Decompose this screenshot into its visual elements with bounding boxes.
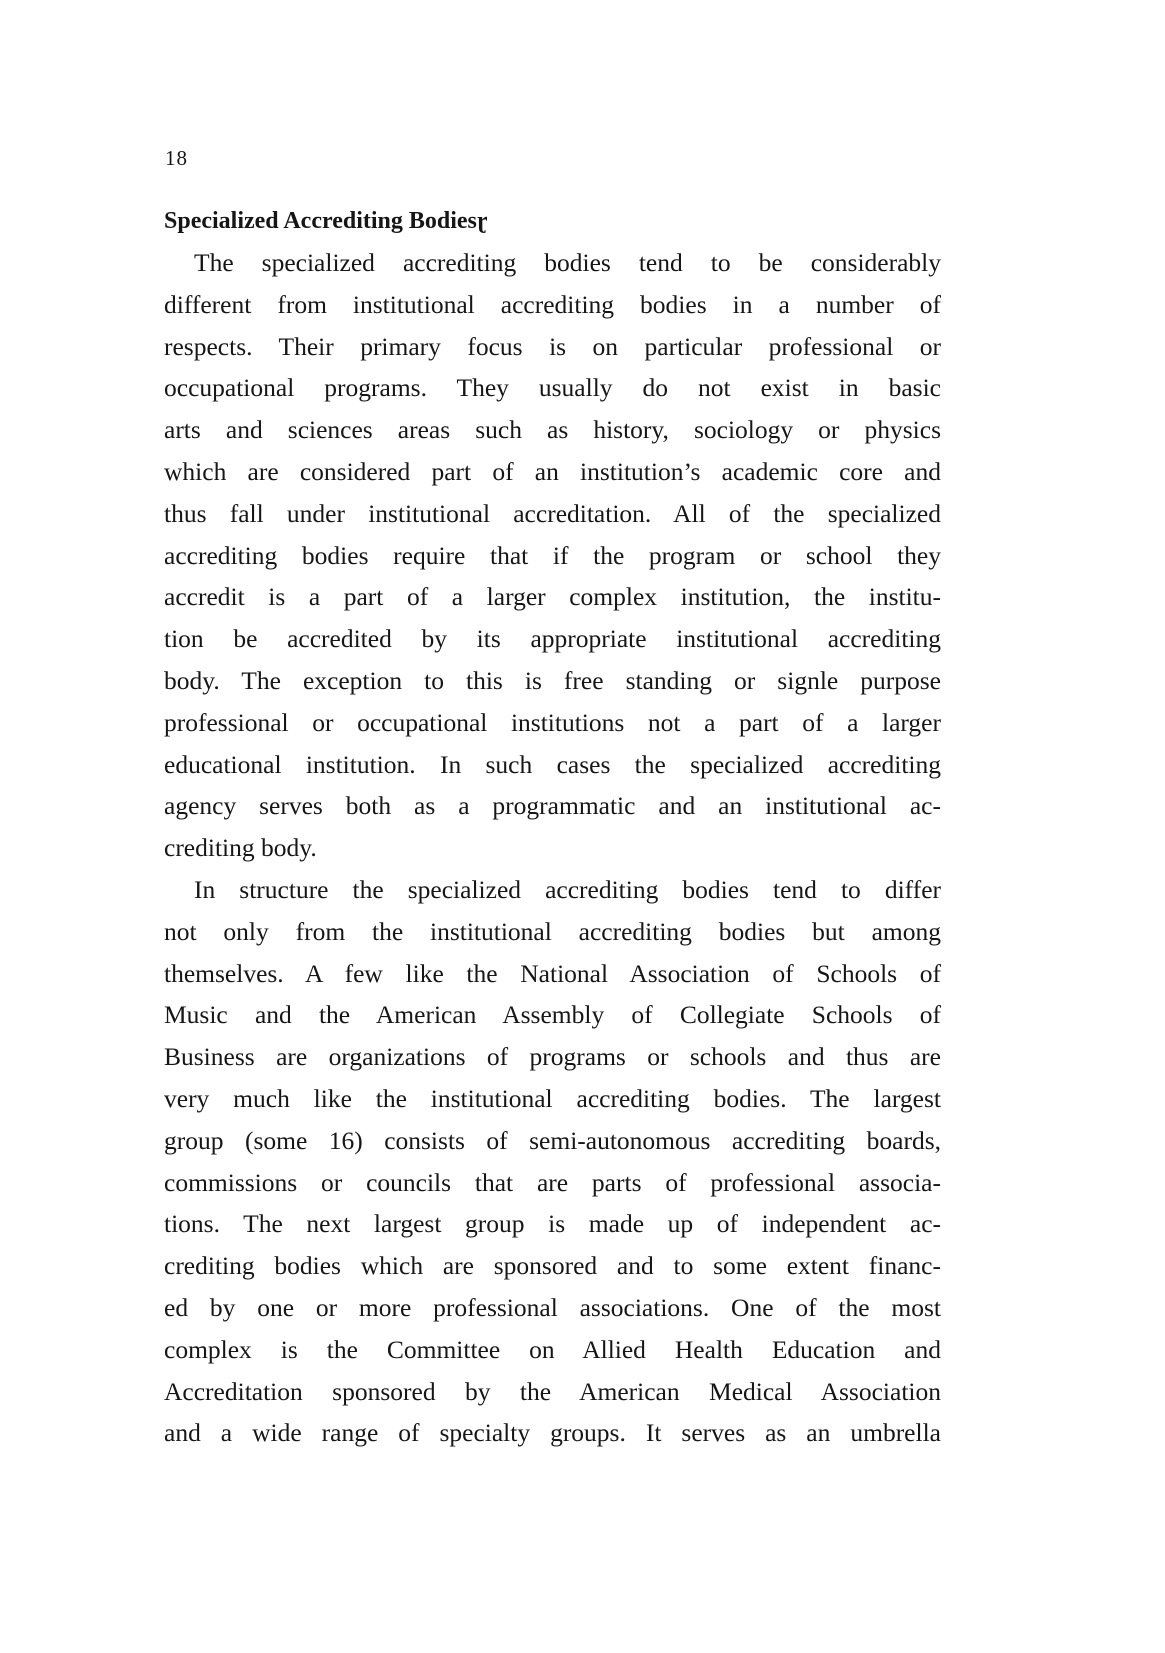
text-line: thus fall under institutional accreditation. All of the specialized	[164, 498, 941, 528]
text-line: Music and the American Assembly of Collegiate Schools of	[164, 1000, 941, 1030]
text-line: crediting bodies which are sponsored and to some extent financ-	[164, 1251, 941, 1281]
text-line: accredit is a part of a larger complex institution, the institu-	[164, 582, 941, 612]
text-line: very much like the institutional accrediting bodies. The largest	[164, 1084, 941, 1113]
text-line: which are considered part of an institution’s academic core and	[164, 457, 941, 486]
text-line: agency serves both as a programmatic and an institutional ac-	[164, 791, 941, 821]
text-line: themselves. A few like the National Association of Schools of	[164, 958, 941, 988]
text-line: Accreditation sponsored by the American Medical Association	[164, 1376, 941, 1406]
text-line: not only from the institutional accrediting bodies but among	[164, 916, 941, 946]
text-line: accrediting bodies require that if the program or school they	[164, 540, 941, 570]
text-line: body. The exception to this is free standing or signle purpose	[164, 666, 941, 695]
section-heading: Specialized Accrediting Bodiesɽ	[164, 208, 488, 234]
page-number: 18	[165, 146, 188, 170]
text-line: arts and sciences areas such as history, sociology or physics	[164, 415, 941, 445]
text-line: professional or occupational institutions not a part of a larger	[164, 707, 941, 737]
text-line: respects. Their primary focus is on particular professional or	[164, 331, 941, 361]
text-line: complex is the Committee on Allied Health Education and	[164, 1334, 941, 1364]
text-line: The specialized accrediting bodies tend to be considerably	[194, 248, 941, 277]
text-line: Business are organizations of programs or schools and thus are	[164, 1042, 941, 1072]
text-line: In structure the specialized accrediting bodies tend to differ	[194, 875, 941, 904]
text-line: commissions or councils that are parts of professional associa-	[164, 1167, 941, 1197]
text-line: tion be accredited by its appropriate institutional accrediting	[164, 624, 941, 654]
text-line: occupational programs. They usually do not exist in basic	[164, 373, 941, 403]
text-line: group (some 16) consists of semi-autonomous accrediting boards,	[164, 1125, 941, 1155]
text-line: crediting body.	[164, 833, 317, 863]
text-line: and a wide range of specialty groups. It serves as an umbrella	[164, 1418, 941, 1448]
text-line: educational institution. In such cases the specialized accrediting	[164, 749, 941, 779]
text-line: different from institutional accrediting bodies in a number of	[164, 289, 941, 319]
text-line: tions. The next largest group is made up of independent ac-	[164, 1209, 941, 1239]
text-line: ed by one or more professional associations. One of the most	[164, 1293, 941, 1322]
